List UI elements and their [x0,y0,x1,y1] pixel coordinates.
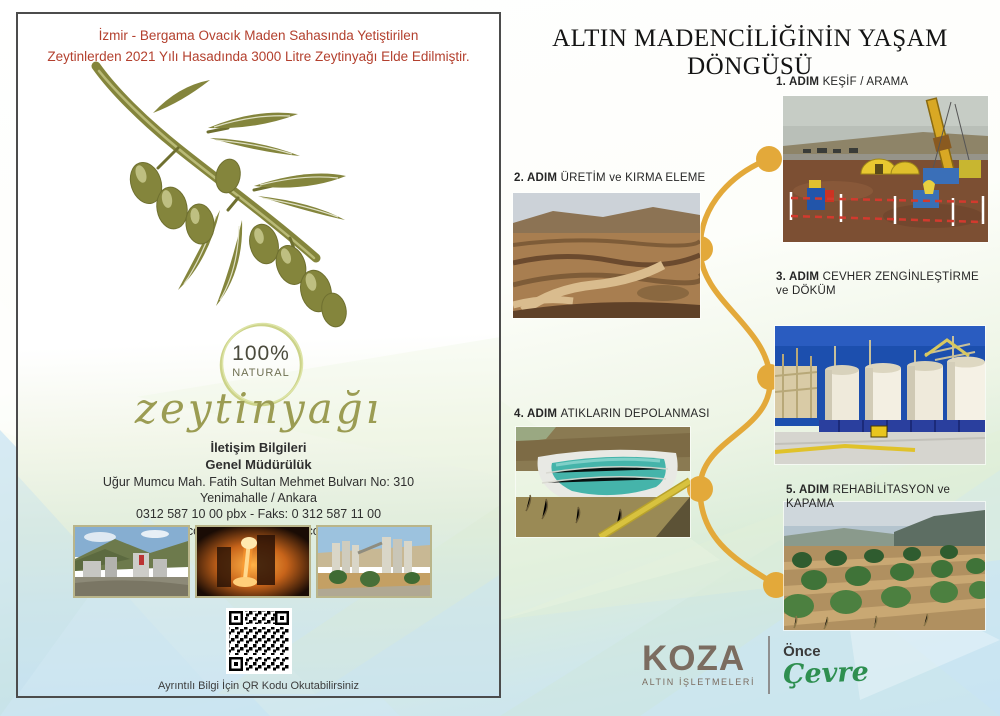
contact-address1: Uğur Mumcu Mah. Fatih Sultan Mehmet Bulvarı No: 310 [102,474,415,489]
badge-percent: 100% [232,342,290,365]
step3-text: CEVHER ZENGİNLEŞTİRME ve DÖKÜM [776,271,979,298]
step3-label [776,270,990,299]
contact-title: İletişim Bilgileri [210,440,307,455]
slogan-block [782,642,870,690]
step4-photo-tailings-pond [516,427,690,537]
step1-label [776,75,908,89]
left-page-panel [16,12,501,698]
gold-pour-photo [195,525,311,598]
step4-text: ATIKLARIN DEPOLANMASI [560,408,710,420]
step3-photo-processing-plant [775,326,985,464]
koza-logo [642,638,756,688]
contact-phone: 0312 587 10 00 pbx - Faks: 0 312 587 11 00 [135,507,382,522]
koza-subtitle: ALTIN İŞLETMELERİ [642,677,756,688]
harvest-note-line2: Zeytinlerden 2021 Yılı Hasadında 3000 Litre Zeytinyağı Elde Edilmiştir. [47,48,470,64]
contact-block [18,440,499,539]
step5-photo-rehabilitation [784,502,985,630]
slogan-once: Önce [783,642,821,660]
page-title: ALTIN MADENCİLİĞİNİN YAŞAM DÖNGÜSÜ [552,25,948,80]
logo-divider [768,636,770,694]
mine-facility-photo [73,525,190,598]
qr-code [226,608,292,674]
product-name-script: zeytinyağı [134,384,383,433]
plant-silos-photo [316,525,432,598]
step2-photo-open-pit [513,193,700,318]
facility-photo-strip [73,525,432,598]
koza-wordmark: KOZA [642,638,746,678]
harvest-note-line1: İzmir - Bergama Ovacık Maden Sahasında Yetiştirilen [98,28,419,43]
contact-address2: Yenimahalle / Ankara [200,491,317,506]
olive-branch-illustration [58,58,358,343]
step1-photo-exploration [783,96,988,242]
step4-num: 4. ADIM [514,408,558,420]
step1-num: 1. ADIM [776,76,820,88]
koza-logo-block [642,636,869,694]
step5-label [786,483,1000,512]
step2-num: 2. ADIM [514,172,558,184]
qr-caption: Ayrıntılı Bilgi İçin QR Kodu Okutabilirsiniz [158,680,359,692]
badge-natural: NATURAL [232,367,290,379]
step2-label [514,171,705,185]
step1-text: KEŞİF / ARAMA [822,76,909,88]
slogan-cevre: Çevre [782,656,870,690]
step2-text: ÜRETİM ve KIRMA ELEME [560,172,706,184]
step4-label [514,407,710,421]
step5-text: REHABİLİTASYON ve KAPAMA [786,484,951,511]
step3-num: 3. ADIM [776,271,820,283]
contact-subtitle: Genel Müdürülük [205,456,312,472]
step5-num: 5. ADIM [786,484,830,496]
